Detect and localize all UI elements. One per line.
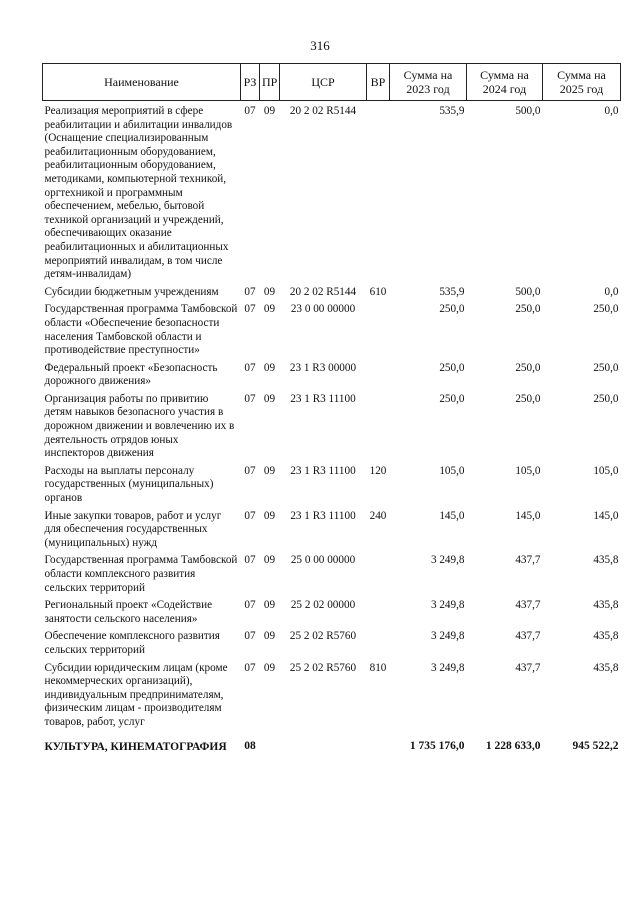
section-rz: 08 [244,739,256,752]
budget-table [42,63,621,759]
header-sum-2025: Сумма на 2025 год [543,64,621,101]
section-name: КУЛЬТУРА, КИНЕМАТОГРАФИЯ [44,740,227,753]
row-sum-2023: 105,0 [439,464,465,477]
row-csr: 25 2 02 00000 [290,599,356,612]
row-sum-2024: 437,7 [515,554,541,567]
table-row [43,362,621,393]
row-sum-2024: 145,0 [515,509,541,522]
row-name: Субсидии бюджетным учреждениям [44,285,219,298]
table-row [43,630,621,661]
row-sum-2025: 250,0 [593,361,619,374]
row-rz: 07 [244,554,256,567]
row-pr: 09 [263,661,276,674]
row-sum-2025: 250,0 [593,392,619,405]
row-sum-2023: 250,0 [439,303,465,316]
table-row [43,303,621,361]
row-csr: 23 1 R3 11100 [290,509,356,522]
row-pr: 09 [263,464,276,477]
row-sum-2024: 437,7 [515,599,541,612]
row-rz: 07 [244,509,256,522]
row-sum-2025: 435,8 [593,599,619,612]
row-rz: 07 [244,464,256,477]
header-pr: ПР [260,64,280,101]
row-name: Обеспечение комплексного развития сельских территорий [44,630,220,656]
row-rz: 07 [244,392,256,405]
row-vr: 120 [369,464,387,477]
row-vr: 240 [369,509,387,522]
row-sum-2025: 105,0 [593,464,619,477]
row-sum-2023: 3 249,8 [430,599,465,612]
row-rz: 07 [244,599,256,612]
row-csr: 23 1 R3 11100 [290,392,356,405]
row-rz: 07 [244,105,256,117]
row-sum-2024: 500,0 [515,105,541,117]
row-sum-2023: 250,0 [439,392,465,405]
section-sum-2024: 1 228 633,0 [485,739,541,752]
table-row [43,662,621,734]
row-csr: 25 0 00 00000 [290,554,356,567]
table-row [43,101,621,286]
header-rz: РЗ [241,64,260,101]
row-pr: 09 [263,105,276,117]
table-header-row [43,64,621,101]
table-row [43,286,621,304]
row-pr: 09 [263,392,276,405]
row-vr [367,362,390,393]
row-csr: 20 2 02 R5144 [289,285,357,298]
row-sum-2023: 250,0 [439,361,465,374]
table-row [43,599,621,630]
row-rz: 07 [244,285,256,298]
row-name: Реализация мероприятий в сфере реабилитации и абилитации инвалидов (Оснащение специализированным реабилитационным оборудованием, реабилитационным оборудованием, методиками, компьютерной техникой, оргтехникой и программным обеспечением, мебелью, бытовой техникой организаций и учреждений, обеспечивающих оказание реабилитационных и абилитационных мероприятий инвалидам, в том числе детям-инвалидам) [44,105,233,281]
row-vr: 810 [369,661,387,674]
row-csr: 23 1 R3 00000 [289,361,357,374]
section-sum-2025: 945 522,2 [572,739,619,752]
row-sum-2024: 500,0 [515,285,541,298]
row-csr: 25 2 02 R5760 [289,661,357,674]
row-sum-2025: 0,0 [604,105,619,117]
row-csr: 23 1 R3 11100 [290,464,356,477]
row-sum-2023: 3 249,8 [430,554,465,567]
row-sum-2025: 0,0 [604,285,619,298]
row-sum-2025: 250,0 [593,303,619,316]
row-name: Региональный проект «Содействие занятости сельского населения» [44,599,213,625]
section-pr [260,734,280,759]
header-sum-2023: Сумма на 2023 год [390,64,467,101]
header-sum-2024: Сумма на 2024 год [467,64,543,101]
row-vr: 610 [369,285,387,298]
row-vr [367,554,390,599]
page-number: 316 [310,38,330,53]
row-sum-2024: 105,0 [515,464,541,477]
row-pr: 09 [263,630,276,643]
header-csr: ЦСР [280,64,367,101]
row-pr: 09 [263,303,276,316]
section-total-row [43,734,621,759]
row-sum-2023: 535,9 [439,285,465,298]
row-rz: 07 [244,361,256,374]
row-csr: 20 2 02 R5144 [289,105,357,117]
header-vr: ВР [367,64,390,101]
row-name: Организация работы по привитию детям навыков безопасного участия в дорожном движении и вовлечению их в деятельность отрядов юных инспекторов движения [44,392,235,460]
row-name: Федеральный проект «Безопасность дорожного движения» [44,361,218,388]
row-rz: 07 [244,661,256,674]
row-sum-2024: 437,7 [515,630,541,643]
row-rz: 07 [244,303,256,316]
row-name: Иные закупки товаров, работ и услуг для обеспечения государственных (муниципальных) нужд [44,509,222,549]
table-row [43,510,621,555]
row-pr: 09 [263,509,276,522]
row-csr: 25 2 02 R5760 [289,630,357,643]
row-vr [367,393,390,465]
row-vr [367,599,390,630]
row-sum-2023: 3 249,8 [430,661,465,674]
row-rz: 07 [244,630,256,643]
row-sum-2023: 145,0 [439,509,465,522]
row-name: Субсидии юридическим лицам (кроме некоммерческих организаций), индивидуальным предпринимателям, физическим лицам - производителям товаров, работ, услуг [44,661,228,728]
row-vr [367,630,390,661]
row-vr [367,101,390,286]
row-sum-2024: 250,0 [515,361,541,374]
section-sum-2023: 1 735 176,0 [409,739,465,752]
row-sum-2025: 435,8 [593,661,619,674]
row-pr: 09 [263,554,276,567]
row-sum-2025: 435,8 [593,630,619,643]
row-name: Государственная программа Тамбовской области комплексного развития сельских территорий [44,554,238,594]
row-sum-2024: 250,0 [515,303,541,316]
row-name: Государственная программа Тамбовской области «Обеспечение безопасности населения Тамбовской области и противодействие преступности» [44,303,238,357]
row-sum-2025: 435,8 [593,554,619,567]
row-csr: 23 0 00 00000 [290,303,356,316]
table-row [43,393,621,465]
section-csr [280,734,367,759]
row-sum-2024: 250,0 [515,392,541,405]
row-sum-2024: 437,7 [515,661,541,674]
row-name: Расходы на выплаты персоналу государственных (муниципальных) органов [44,464,214,505]
header-name: Наименование [43,64,241,101]
row-sum-2023: 3 249,8 [430,630,465,643]
section-vr [367,734,390,759]
row-vr [367,303,390,361]
row-pr: 09 [263,361,276,374]
row-pr: 09 [263,599,276,612]
table-row [43,554,621,599]
row-sum-2025: 145,0 [593,509,619,522]
row-sum-2023: 535,9 [439,105,465,117]
row-pr: 09 [263,285,276,298]
table-row [43,465,621,510]
